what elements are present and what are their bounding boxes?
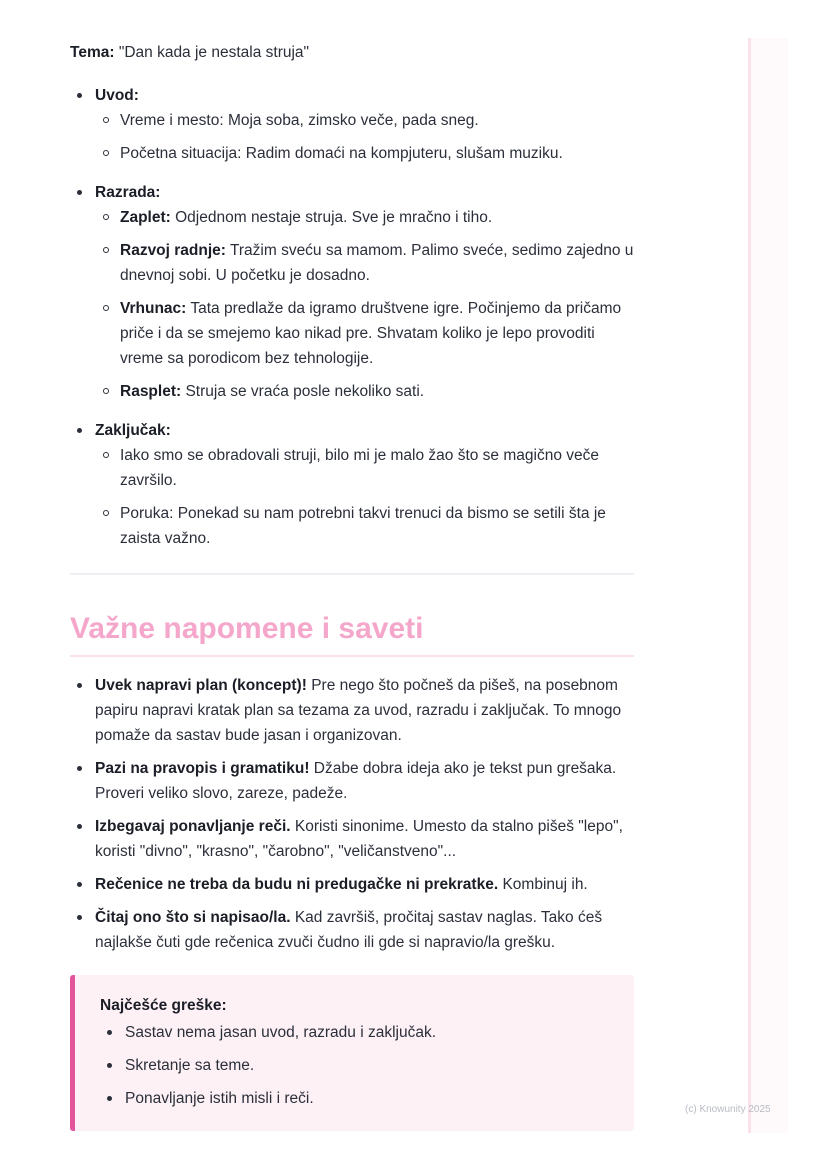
tip-text: Kad završiš, pročitaj sastav naglas. Tako ćeš najlakše čuti gde rečenica zvuči čudno ili gde si napravio/la grešku. [95, 909, 603, 951]
tip-label: Izbegavaj ponavljanje reči. [95, 818, 291, 835]
copyright-watermark: (c) Knowunity 2025 [685, 1104, 771, 1115]
tips-list [70, 673, 634, 955]
outline-zakljucak [70, 418, 634, 551]
item-text: Vreme i mesto: Moja soba, zimsko veče, pada sneg. [120, 112, 479, 129]
list-item [95, 108, 634, 133]
callout-item: Skretanje sa teme. [100, 1053, 614, 1078]
essay-outline [70, 83, 634, 551]
tip-item [70, 756, 634, 806]
list-item [95, 205, 634, 230]
list-item [95, 379, 634, 404]
tip-text: Džabe dobra ideja ako je tekst pun grešaka. Proveri veliko slovo, zareze, padeže. [95, 760, 617, 802]
item-label: Zaplet: [120, 209, 171, 226]
tema-value: "Dan kada je nestala struja" [118, 44, 310, 61]
document-page [70, 40, 634, 1131]
tip-item [70, 673, 634, 748]
tip-label: Uvek napravi plan (koncept)! [95, 677, 307, 694]
callout-item: Sastav nema jasan uvod, razradu i zaključak. [100, 1020, 614, 1045]
tip-text: Kombinuj ih. [498, 876, 588, 893]
common-mistakes-callout [70, 975, 634, 1131]
title-underline [70, 655, 634, 657]
outline-uvod [70, 83, 634, 166]
item-text: Poruka: Ponekad su nam potrebni takvi trenuci da bismo se setili šta je zaista važno. [120, 505, 606, 547]
callout-title: Najčešće greške: [100, 997, 227, 1014]
outline-heading: Uvod: [95, 87, 139, 104]
outline-sublist [95, 108, 634, 166]
outline-razrada [70, 180, 634, 404]
outline-sublist [95, 205, 634, 404]
item-text: Početna situacija: Radim domaći na kompjuteru, slušam muziku. [120, 145, 563, 162]
outline-heading: Zaključak: [95, 422, 171, 439]
callout-item: Ponavljanje istih misli i reči. [100, 1086, 614, 1111]
callout-list [100, 1020, 614, 1111]
list-item [95, 141, 634, 166]
item-text: Tata predlaže da igramo društvene igre. Počinjemo da pričamo priče i da se smejemo kao nikad pre. Shvatam koliko je lepo provoditi vreme sa porodicom bez tehnologije. [120, 300, 622, 367]
section-divider [70, 573, 634, 575]
tip-item [70, 872, 634, 897]
tip-label: Rečenice ne treba da budu ni predugačke ni prekratke. [95, 876, 499, 893]
tip-text: Koristi sinonime. Umesto da stalno pišeš "lepo", koristi "divno", "krasno", "čarobno", "veličanstveno"... [95, 818, 623, 860]
page-side-strip [748, 38, 788, 1133]
page-edge-line [748, 38, 751, 1133]
outline-heading: Razrada: [95, 184, 161, 201]
section-title: Važne napomene i saveti [70, 612, 424, 645]
tip-item [70, 905, 634, 955]
item-label: Razvoj radnje: [120, 242, 226, 259]
list-item [95, 443, 634, 493]
tema-line [70, 40, 634, 65]
tema-label: Tema: [70, 44, 115, 61]
item-text: Struja se vraća posle nekoliko sati. [181, 383, 425, 400]
item-text: Tražim sveću sa mamom. Palimo sveće, sedimo zajedno u dnevnoj sobi. U početku je dosadno. [120, 242, 634, 284]
list-item [95, 238, 634, 288]
outline-sublist [95, 443, 634, 551]
item-label: Rasplet: [120, 383, 182, 400]
tip-item [70, 814, 634, 864]
item-label: Vrhunac: [120, 300, 187, 317]
tip-label: Pazi na pravopis i gramatiku! [95, 760, 310, 777]
tip-text: Pre nego što počneš da pišeš, na posebnom papiru napravi kratak plan sa tezama za uvod, razradu i zaključak. To mnogo pomaže da sastav bude jasan i organizovan. [95, 677, 622, 744]
list-item [95, 296, 634, 371]
tip-label: Čitaj ono što si napisao/la. [95, 909, 291, 926]
list-item [95, 501, 634, 551]
item-text: Iako smo se obradovali struji, bilo mi je malo žao što se magično veče završilo. [120, 447, 599, 489]
item-text: Odjednom nestaje struja. Sve je mračno i tiho. [170, 209, 493, 226]
